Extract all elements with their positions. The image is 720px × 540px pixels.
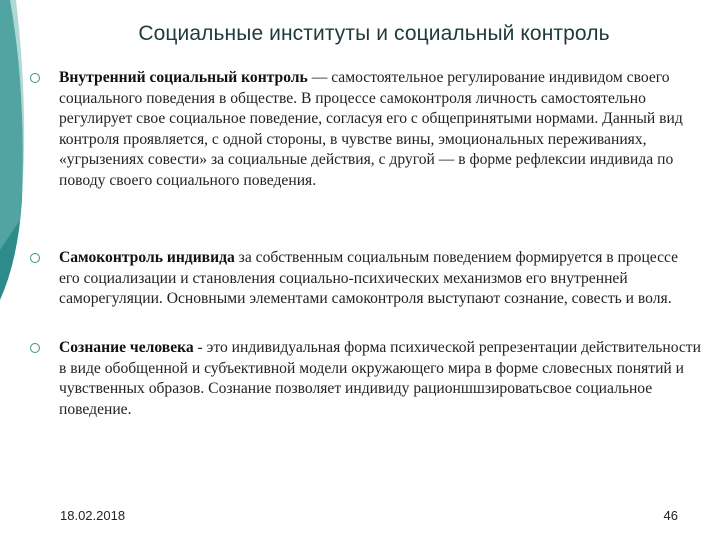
list-item-body: - это индивидуальная форма психической репрезентации действительности в виде обобщенной и субъективной модели окружающего мира в форме словесных понятий и чувственных образов. Сознание позволяет индивиду рационшшзироватьсвое социальное поведение. [59,339,701,418]
bullet-circle-icon [30,73,40,83]
list-item-text [59,68,702,192]
slide-title: Социальные институты и социальный контроль [138,22,610,45]
page-number: 46 [663,508,678,523]
list-item-term: Внутренний социальный контроль [59,69,308,86]
list-item-text [59,248,702,310]
list-item-text [59,338,702,420]
bullet-circle-icon [30,343,40,353]
list-item-term: Сознание человека [59,339,194,356]
list-item-body: за собственным социальным поведением формируется в процессе его социализации и становления социально-психических механизмов его внутренней саморегуляции. Основными элементами самоконтроля выступают сознание, совесть и воля. [59,249,679,308]
list-item-body: — самостоятельное регулирование индивидом своего социального поведения в обществе. В процессе самоконтроля личность самостоятельно регулирует свое социальное поведение, согласуя его с общепринятыми нормами. Данный вид контроля проявляется, с одной стороны, в чувстве вины, эмоциональных переживаниях, «угрызениях совести» за социальные действия, с другой — в форме рефлексии индивида по поводу своего социального поведения. [59,69,683,189]
list-item-term: Самоконтроль индивида [59,249,235,266]
footer-date: 18.02.2018 [60,508,126,523]
bullet-circle-icon [30,253,40,263]
decorative-side-stripe [0,0,28,540]
